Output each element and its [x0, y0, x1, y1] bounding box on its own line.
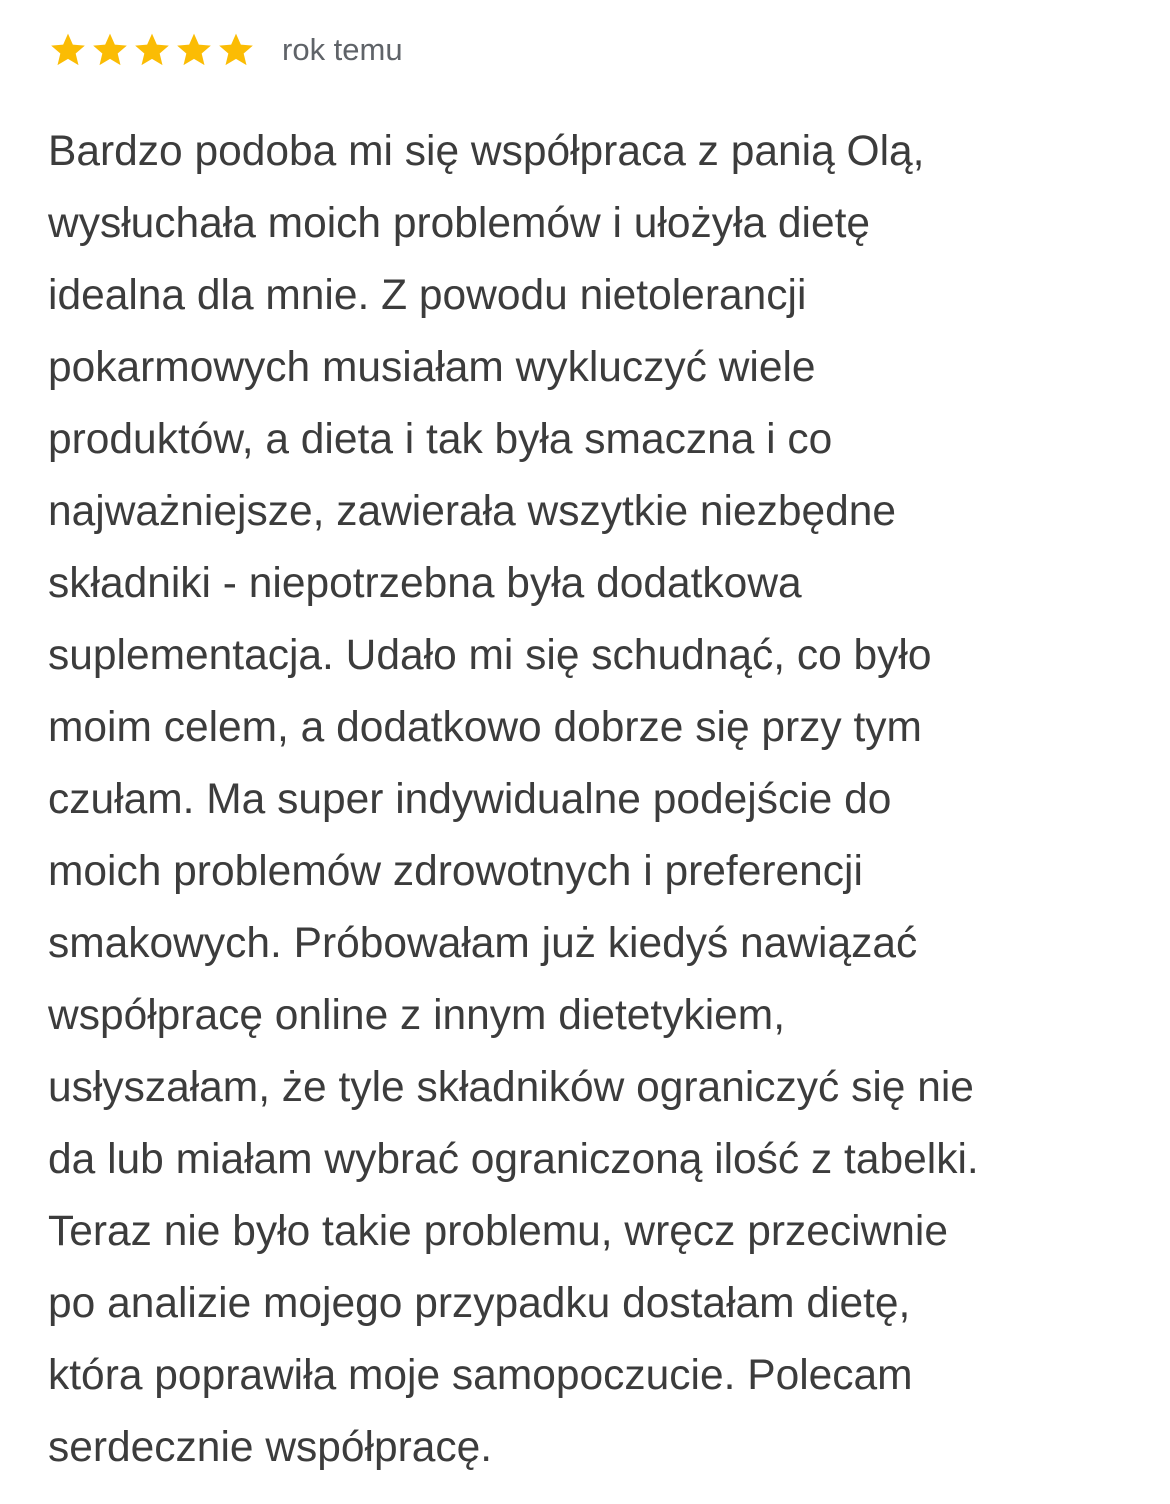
review-text-line: współpracę online z innym dietetykiem, [48, 992, 786, 1039]
review-text-line: suplementacja. Udało mi się schudnąć, co było [48, 632, 932, 679]
review-text-line: produktów, a dieta i tak była smaczna i co [48, 416, 833, 463]
star-icon [216, 30, 256, 70]
star-icon [90, 30, 130, 70]
review-text-line: pokarmowych musiałam wykluczyć wiele [48, 344, 816, 391]
review-text-line: czułam. Ma super indywidualne podejście do [48, 776, 892, 823]
review-card [48, 28, 1148, 1484]
review-text-line: da lub miałam wybrać ograniczoną ilość z tabelki. [48, 1136, 979, 1183]
review-text-line: serdecznie współpracę. [48, 1424, 493, 1471]
review-text-line: składniki - niepotrzebna była dodatkowa [48, 560, 802, 607]
review-text-line: która poprawiła moje samopoczucie. Polecam [48, 1352, 913, 1399]
star-icon [48, 30, 88, 70]
star-rating [48, 30, 256, 70]
review-text-line: po analizie mojego przypadku dostałam dietę, [48, 1280, 911, 1327]
review-text-line: najważniejsze, zawierała wszytkie niezbędne [48, 488, 897, 535]
review-text [48, 116, 1148, 1484]
review-text-line: idealna dla mnie. Z powodu nietolerancji [48, 272, 807, 319]
review-text-line: usłyszałam, że tyle składników ograniczyć się nie [48, 1064, 974, 1111]
review-text-line: moich problemów zdrowotnych i preferencji [48, 848, 863, 895]
review-text-line: wysłuchała moich problemów i ułożyła dietę [48, 200, 871, 247]
star-icon [132, 30, 172, 70]
review-text-line: Bardzo podoba mi się współpraca z panią Olą, [48, 128, 925, 175]
review-text-line: Teraz nie było takie problemu, wręcz przeciwnie [48, 1208, 948, 1255]
review-text-line: moim celem, a dodatkowo dobrze się przy tym [48, 704, 922, 751]
review-text-line: smakowych. Próbowałam już kiedyś nawiązać [48, 920, 918, 967]
review-time: rok temu [282, 32, 403, 67]
review-header [48, 28, 1148, 72]
star-icon [174, 30, 214, 70]
